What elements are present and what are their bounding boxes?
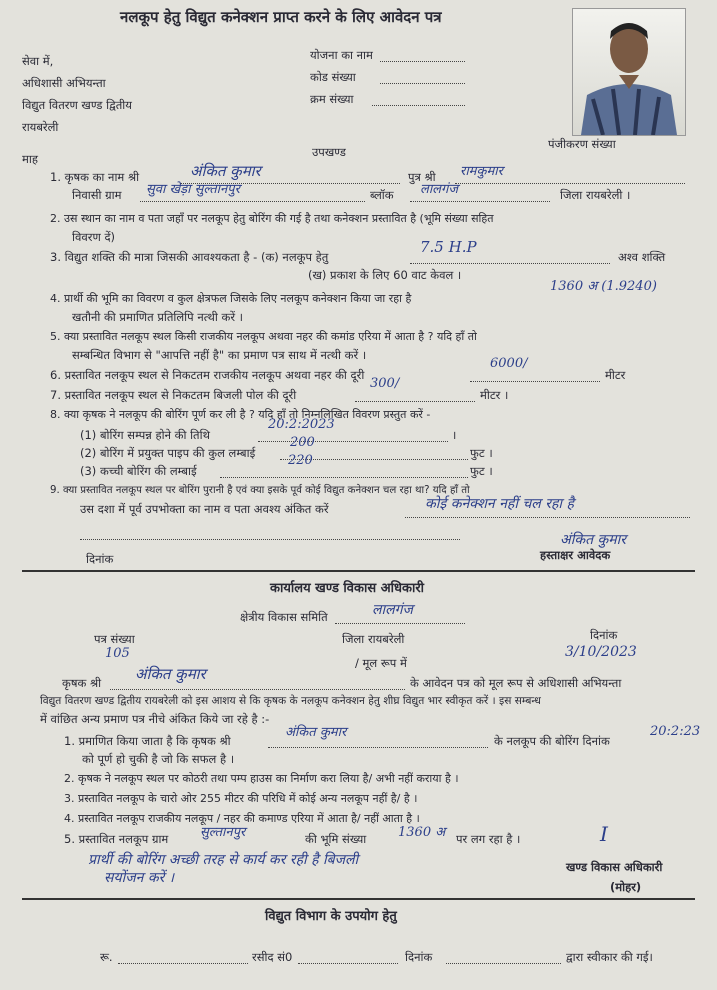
applicant-signature: अंकित कुमार: [560, 532, 626, 548]
accepted-label: द्वारा स्वीकार की गई।: [566, 950, 653, 964]
krishak-value: अंकित कुमार: [135, 665, 206, 683]
scheme-serial-line[interactable]: [372, 104, 465, 106]
canal-distance-line[interactable]: [470, 380, 600, 382]
scheme-name-line[interactable]: [380, 60, 465, 62]
bdo-initial: I: [600, 822, 608, 846]
item-3-label: 3. विद्युत शक्ति की मात्रा जिसकी आवश्यकता है - (क) नलकूप हेतु: [50, 250, 329, 264]
month-label: माह: [22, 152, 38, 166]
cert-4: 4. प्रस्तावित नलकूप राजकीय नलकूप / नहर की कमाण्ड एरिया में आता है/ नहीं आता है ।: [64, 812, 420, 825]
date-label: दिनांक: [86, 552, 114, 566]
scheme-name-label: योजना का नाम: [310, 48, 373, 62]
cert-5-label: 5. प्रस्तावित नलकूप ग्राम: [64, 832, 169, 846]
cert-1-date: 20:2:23: [650, 724, 701, 739]
receipt-label: रसीद सं0: [252, 950, 293, 964]
item-4-label: 4. प्रार्थी की भूमि का विवरण व कुल क्षेत्रफल जिसके लिए नलकूप कनेक्शन किया जा रहा है: [50, 292, 412, 305]
village-line[interactable]: [140, 200, 365, 202]
raw-boring-unit: फुट ।: [470, 464, 493, 478]
footer-heading: विद्युत विभाग के उपयोग हेतु: [265, 909, 397, 924]
hp-line[interactable]: [410, 262, 610, 264]
block-value: लालगंज: [420, 182, 458, 197]
village-value: सुवा खेड़ा सुल्तानपुर: [146, 182, 240, 197]
item-6-label: 6. प्रस्तावित नलकूप स्थल से निकटतम राजकीय नलकूप अथवा नहर की दूरी: [50, 368, 365, 382]
raw-boring-label: (3) कच्ची बोरिंग की लम्बाई: [80, 464, 197, 478]
hp-value: 7.5 H.P: [420, 238, 477, 256]
address-line: रायबरेली: [22, 120, 59, 134]
pole-distance-line[interactable]: [355, 400, 475, 402]
office-para-3: में वांछित अन्य प्रमाण पत्र नीचे अंकित किये जा रहे है :-: [40, 712, 270, 726]
item-2-detail: विवरण दें): [72, 230, 116, 244]
office-date-value: 3/10/2023: [565, 644, 637, 660]
item-2-label: 2. उस स्थान का नाम व पता जहाँ पर नलकूप हेतु बोरिंग की गई है तथा कनेक्शन प्रस्तावित है (भूमि संख्या सहित: [50, 212, 494, 225]
bdo-label: खण्ड विकास अधिकारी: [566, 860, 663, 874]
district-label: जिला रायबरेली ।: [560, 188, 631, 202]
pole-distance-value: 300/: [370, 376, 400, 391]
item-9-detail: उस दशा में पूर्व उपभोक्ता का नाम व पता अवश्य अंकित करें: [80, 502, 329, 516]
samiti-line[interactable]: [335, 622, 465, 624]
remark-line-2: सयोंजन करें ।: [104, 870, 175, 886]
krishak-label: कृषक श्री: [62, 676, 102, 690]
canal-distance-value: 6000/: [490, 356, 528, 371]
cert-2: 2. कृषक ने नलकूप स्थल पर कोठरी तथा पम्प हाउस का निर्माण करा लिया है/ अभी नहीं कराया है ।: [64, 772, 459, 785]
item-1-label: 1. कृषक का नाम श्री: [50, 170, 140, 184]
cert-1-name-line[interactable]: [268, 746, 488, 748]
samiti-label: क्षेत्रीय विकास समिति: [240, 610, 328, 624]
cert-1-detail: को पूर्ण हो चुकी है जो कि सफल है ।: [82, 752, 235, 766]
address-line: अधिशासी अभियन्ता: [22, 76, 106, 90]
pipe-length-value: 200: [290, 435, 315, 450]
footer-date-line[interactable]: [446, 962, 561, 964]
block-line[interactable]: [410, 200, 550, 202]
cert-5-plot-label: की भूमि संख्या: [305, 832, 367, 846]
office-date-label: दिनांक: [590, 628, 618, 642]
item-9-label: 9. क्या प्रस्तावित नलकूप स्थल पर बोरिंग पुरानी है एवं क्या इसके पूर्व कोई विद्युत कनेक्शन चल रहा था? यदि हाँ तो: [50, 485, 470, 496]
receipt-line[interactable]: [298, 962, 398, 964]
boring-date-end: ।: [452, 428, 457, 442]
land-area-value: 1360 अ (1.9240): [550, 279, 657, 294]
cert-1-label: 1. प्रमाणित किया जाता है कि कृषक श्री: [64, 734, 231, 748]
son-of-label: पुत्र श्री: [408, 170, 436, 184]
father-name-line[interactable]: [455, 182, 685, 184]
boring-date-label: (1) बोरिंग सम्पन्न होने की तिथि: [80, 428, 210, 442]
item-4-detail: खतौनी की प्रमाणित प्रतिलिपि नत्थी करें ।: [72, 310, 244, 324]
canal-distance-unit: मीटर: [605, 368, 626, 382]
item-7-label: 7. प्रस्तावित नलकूप स्थल से निकटतम बिजली पोल की दूरी: [50, 388, 297, 402]
section-divider: [22, 570, 695, 572]
cert-3: 3. प्रस्तावित नलकूप के चारो ओर 255 मीटर की परिधि में कोई अन्य नलकूप नहीं है/ है ।: [64, 792, 418, 805]
item-3-light: (ख) प्रकाश के लिए 60 वाट केवल ।: [308, 268, 462, 282]
pipe-length-unit: फुट ।: [470, 446, 493, 460]
amount-label: रू.: [100, 950, 113, 964]
letter-no-value: 105: [105, 646, 130, 661]
upkhand-label: उपखण्ड: [312, 145, 346, 159]
pipe-length-label: (2) बोरिंग में प्रयुक्त पाइप की कुल लम्बाई: [80, 446, 256, 460]
block-label: ब्लॉक: [370, 188, 394, 202]
item-8-label: 8. क्या कृषक ने नलकूप की बोरिंग पूर्ण कर ली है ? यदि हाँ तो निम्नलिखित विवरण प्रस्तुत करें -: [50, 408, 431, 421]
cert-1-boring-label: के नलकूप की बोरिंग दिनांक: [494, 734, 610, 748]
seal-label: (मोहर): [610, 880, 642, 894]
raw-boring-value: 220: [288, 453, 313, 468]
hp-unit-label: अश्व शक्ति: [618, 250, 666, 264]
address-line: सेवा में,: [22, 54, 54, 68]
samiti-value: लालगंज: [372, 602, 413, 618]
office-district: जिला रायबरेली: [342, 632, 405, 646]
previous-connection-line[interactable]: [405, 516, 690, 518]
scheme-code-label: कोड संख्या: [310, 70, 356, 84]
cert-5-village: सुल्तानपुर: [200, 825, 246, 840]
father-name-value: रामकुमार: [460, 164, 503, 179]
signature-label: हस्ताक्षर आवेदक: [540, 548, 611, 562]
raw-boring-line[interactable]: [220, 476, 468, 478]
previous-connection-value: कोई कनेक्शन नहीं चल रहा है: [425, 496, 574, 512]
section-divider: [22, 898, 695, 900]
office-para-2: विद्युत वितरण खण्ड द्वितीय रायबरेली को इस आशय से कि कृषक के नलकूप कनेक्शन हेतु शीघ्र विद्युत भार स्वीकृत करें । इस सम्बन्ध: [40, 695, 541, 707]
letter-no-label: पत्र संख्या: [94, 632, 135, 646]
farmer-name-value: अंकित कुमार: [190, 162, 261, 180]
cert-5-plot: 1360 अ: [398, 825, 446, 840]
item-5-detail: सम्बन्धित विभाग से "आपत्ति नहीं है" का प्रमाण पत्र साथ में नत्थी करें ।: [72, 348, 367, 362]
item-5-label: 5. क्या प्रस्तावित नलकूप स्थल किसी राजकीय नलकूप अथवा नहर की कमांड एरिया में आता है ? यदि हाँ तो: [50, 330, 477, 343]
cert-5-end: पर लग रहा है ।: [456, 832, 521, 846]
applicant-photo: [572, 8, 686, 136]
scheme-code-line[interactable]: [380, 82, 465, 84]
remark-line-1: प्रार्थी की बोरिंग अच्छी तरह से कार्य कर रही है बिजली: [88, 852, 359, 868]
blank-line[interactable]: [80, 538, 460, 540]
boring-date-value: 20:2:2023: [268, 417, 335, 432]
office-para-1: के आवेदन पत्र को मूल रूप से अधिशासी अभियन्ता: [410, 676, 622, 690]
scheme-serial-label: क्रम संख्या: [310, 92, 354, 106]
pole-distance-unit: मीटर ।: [480, 388, 509, 402]
applicant-photo-figure: [573, 9, 685, 135]
village-label: निवासी ग्राम: [72, 188, 122, 202]
krishak-line[interactable]: [110, 688, 405, 690]
form-title: नलकूप हेतु विद्युत कनेक्शन प्राप्त करने के लिए आवेदन पत्र: [120, 8, 442, 26]
address-line: विद्युत वितरण खण्ड द्वितीय: [22, 98, 132, 112]
footer-date-label: दिनांक: [405, 950, 433, 964]
mool-label: / मूल रूप में: [355, 656, 407, 670]
office-heading: कार्यालय खण्ड विकास अधिकारी: [270, 581, 425, 596]
cert-1-name: अंकित कुमार: [285, 725, 347, 740]
boring-date-line[interactable]: [258, 440, 448, 442]
registration-label: पंजीकरण संख्या: [548, 137, 616, 151]
amount-line[interactable]: [118, 962, 248, 964]
